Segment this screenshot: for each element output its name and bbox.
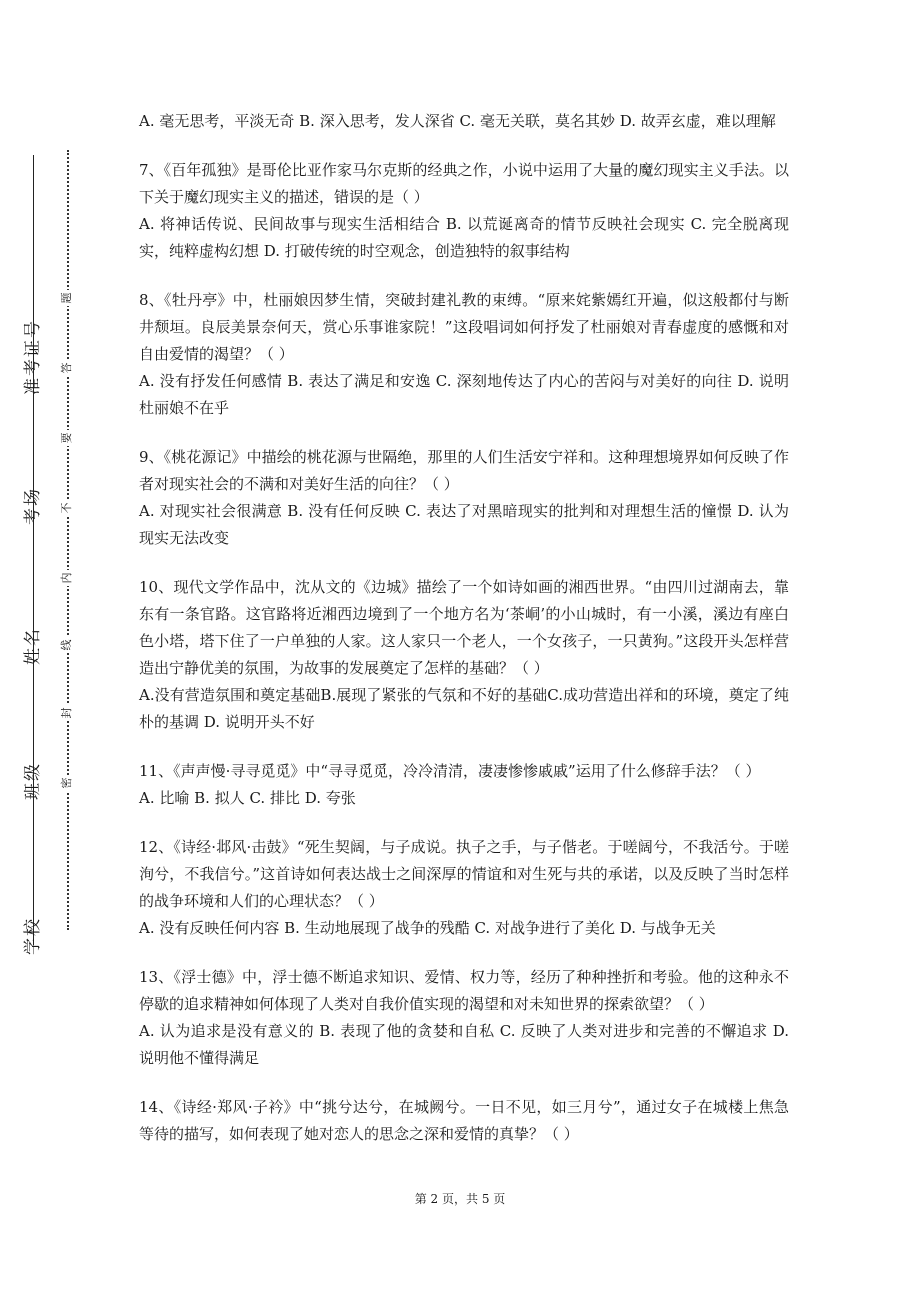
seal-mark: 不	[59, 500, 75, 516]
question-item	[139, 287, 789, 422]
question-options: A. 对现实社会很满意 B. 没有任何反映 C. 表达了对黑暗现实的批判和对理想生活的憧憬 D. 认为现实无法改变	[139, 502, 789, 547]
question-item	[139, 1094, 789, 1148]
question-stem: 7、《百年孤独》是哥伦比亚作家马尔克斯的经典之作，小说中运用了大量的魔幻现实主义手法。以下关于魔幻现实主义的描述，错误的是（ ）	[139, 161, 789, 206]
question-item	[139, 574, 789, 736]
label-class: 班级	[23, 762, 43, 800]
question-stem: 11、《声声慢·寻寻觅觅》中“寻寻觅觅，冷冷清清，凄凄惨惨戚戚”运用了什么修辞手法？（ ）	[139, 762, 761, 780]
seal-mark: 答	[59, 360, 75, 376]
question-options: A. 认为追求是没有意义的 B. 表现了他的贪婪和自私 C. 反映了人类对进步和完善的不懈追求 D. 说明他不懂得满足	[139, 1022, 789, 1067]
question-item	[139, 108, 789, 135]
question-stem: 13、《浮士德》中，浮士德不断追求知识、爱情、权力等，经历了种种挫折和考验。他的这种永不停歇的追求精神如何体现了人类对自我价值实现的渴望和对未知世界的探索欲望？（ ）	[139, 968, 789, 1013]
question-stem: 14、《诗经·郑风·子衿》中“挑兮达兮，在城阙兮。一日不见，如三月兮”，通过女子在城楼上焦急等待的描写，如何表现了她对恋人的思念之深和爱情的真挚？（ ）	[139, 1098, 789, 1143]
question-stem: 12、《诗经·邶风·击鼓》“死生契阔，与子成说。执子之手，与子偕老。于嗟阔兮，不我活兮。于嗟洵兮，不我信兮。”这首诗如何表达战士之间深厚的情谊和对生死与共的承诺，以及反映了当时怎样的战争环境和人们的心理状态？（ ）	[139, 838, 789, 910]
binding-dotted-line	[67, 150, 69, 930]
label-name: 姓名	[23, 627, 43, 665]
question-options: A. 比喻 B. 拟人 C. 排比 D. 夸张	[139, 789, 356, 807]
seal-mark: 密	[59, 775, 75, 791]
question-stem: 10、现代文学作品中，沈从文的《边城》描绘了一个如诗如画的湘西世界。“由四川过湖南去，靠东有一条官路。这官路将近湘西边境到了一个地方名为‘茶峒’的小山城时，有一小溪，溪边有座白色小塔，塔下住了一户单独的人家。这人家只一个老人，一个女孩子，一只黄狗。”这段开头怎样营造出宁静优美的氛围，为故事的发展奠定了怎样的基础？（ ）	[139, 578, 789, 677]
seal-mark: 内	[59, 570, 75, 586]
question-stem: 9、《桃花源记》中描绘的桃花源与世隔绝，那里的人们生活安宁祥和。这种理想境界如何反映了作者对现实社会的不满和对美好生活的向往？（ ）	[139, 448, 789, 493]
label-school: 学校	[23, 917, 43, 955]
question-options: A. 没有抒发任何感情 B. 表达了满足和安逸 C. 深刻地传达了内心的苦闷与对美好的向往 D. 说明杜丽娘不在乎	[139, 372, 789, 417]
label-exam-room: 考场	[23, 487, 43, 525]
seal-mark: 封	[59, 705, 75, 721]
question-list	[139, 108, 789, 1170]
question-item	[139, 834, 789, 942]
page-footer: 第 2 页，共 5 页	[414, 1192, 506, 1206]
question-options: A. 将神话传说、民间故事与现实生活相结合 B. 以荒诞离奇的情节反映社会现实 C. 完全脱离现实，纯粹虚构幻想 D. 打破传统的时空观念，创造独特的叙事结构	[139, 215, 789, 260]
seal-mark: 要	[59, 430, 75, 446]
question-options: A.没有营造氛围和奠定基础B.展现了紧张的气氛和不好的基础C.成功营造出祥和的环境，奠定了纯朴的基调 D. 说明开头不好	[139, 686, 789, 731]
seal-mark: 题	[59, 290, 75, 306]
label-admission-number: 准考证号	[23, 319, 43, 395]
question-options: A. 毫无思考，平淡无奇 B. 深入思考，发人深省 C. 毫无关联，莫名其妙 D. 故弄玄虚，难以理解	[139, 112, 776, 130]
question-item	[139, 157, 789, 265]
binding-margin	[0, 0, 100, 1302]
question-stem: 8、《牡丹亭》中，杜丽娘因梦生情，突破封建礼教的束缚。“原来姹紫嫣红开遍，似这般都付与断井颓垣。良辰美景奈何天，赏心乐事谁家院！”这段唱词如何抒发了杜丽娘对青春虚度的感慨和对自由爱情的渴望？（ ）	[139, 291, 789, 363]
question-item	[139, 758, 789, 812]
question-options: A. 没有反映任何内容 B. 生动地展现了战争的残酷 C. 对战争进行了美化 D. 与战争无关	[139, 919, 716, 937]
question-item	[139, 444, 789, 552]
question-item	[139, 964, 789, 1072]
seal-mark: 线	[59, 637, 75, 653]
binding-solid-line	[33, 155, 34, 945]
